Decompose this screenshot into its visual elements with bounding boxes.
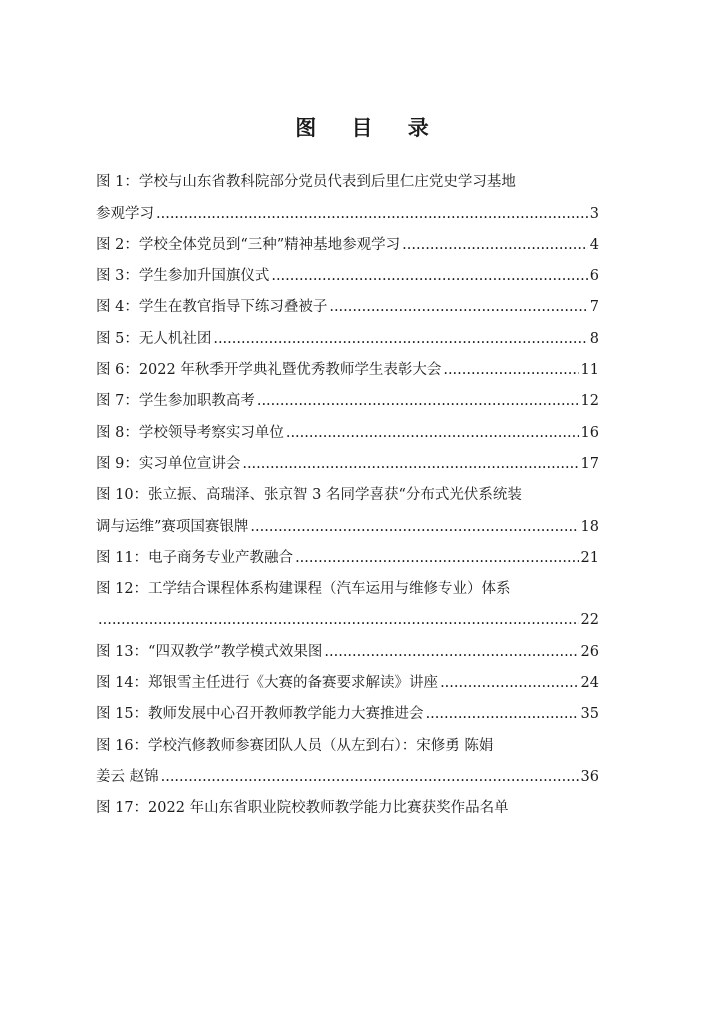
dot-leader bbox=[257, 392, 579, 410]
toc-entry-line bbox=[96, 755, 599, 786]
dot-leader bbox=[440, 674, 578, 692]
toc-page-number: 22 bbox=[580, 612, 599, 629]
toc-entry-text: 图 15：教师发展中心召开教师教学能力大赛推进会 bbox=[96, 706, 424, 723]
toc-entry-text: 图 10：张立振、高瑞泽、张京智 3 名同学喜获“分布式光伏系统装 bbox=[96, 487, 522, 504]
toc-entry-line bbox=[96, 442, 599, 473]
dot-leader bbox=[324, 643, 578, 661]
figure-index-list bbox=[96, 160, 599, 817]
toc-page-number: 3 bbox=[589, 205, 599, 222]
toc-entry-text: 图 12：工学结合课程体系构建课程（汽车运用与维修专业）体系 bbox=[96, 581, 511, 598]
toc-page-number: 6 bbox=[589, 268, 599, 285]
toc-page-number: 8 bbox=[589, 330, 599, 347]
toc-entry-text: 图 1：学校与山东省教科院部分党员代表到后里仁庄党史学习基地 bbox=[96, 174, 516, 191]
toc-page-number: 11 bbox=[580, 362, 599, 379]
toc-entry-text: 调与运维”赛项国赛银牌 bbox=[96, 518, 249, 535]
toc-entry-text: 图 3：学生参加升国旗仪式 bbox=[96, 268, 270, 285]
toc-page-number: 18 bbox=[580, 518, 599, 535]
toc-entry-line bbox=[96, 504, 599, 535]
toc-entry-line bbox=[96, 629, 599, 660]
toc-entry-text: 图 14：郑银雪主任进行《大赛的备赛要求解读》讲座 bbox=[96, 675, 439, 692]
dot-leader bbox=[329, 298, 587, 316]
toc-page-number: 12 bbox=[580, 393, 599, 410]
dot-leader bbox=[213, 330, 587, 348]
dot-leader bbox=[286, 424, 579, 442]
toc-entry-text: 图 11：电子商务专业产教融合 bbox=[96, 549, 294, 566]
toc-entry-line bbox=[96, 223, 599, 254]
dot-leader bbox=[271, 267, 587, 285]
toc-entry-line bbox=[96, 379, 599, 410]
toc-entry-line bbox=[96, 661, 599, 692]
toc-page-number: 24 bbox=[580, 675, 599, 692]
toc-page-number: 26 bbox=[580, 643, 599, 660]
toc-entry-line bbox=[96, 723, 599, 754]
toc-entry-text: 图 2：学校全体党员到“三种”精神基地参观学习 bbox=[96, 236, 401, 253]
toc-entry-line bbox=[96, 410, 599, 441]
toc-entry-text: 参观学习 bbox=[96, 205, 154, 222]
dot-leader bbox=[402, 236, 588, 254]
toc-entry-line bbox=[96, 536, 599, 567]
toc-entry-line bbox=[96, 473, 599, 504]
dot-leader bbox=[250, 518, 578, 536]
toc-page-number: 35 bbox=[580, 706, 599, 723]
toc-entry-line bbox=[96, 191, 599, 222]
dot-leader bbox=[98, 611, 579, 629]
dot-leader bbox=[242, 455, 578, 473]
toc-entry-line bbox=[96, 285, 599, 316]
toc-entry-text: 图 4：学生在教官指导下练习叠被子 bbox=[96, 299, 328, 316]
toc-entry-line bbox=[96, 692, 599, 723]
toc-entry-text: 图 7：学生参加职教高考 bbox=[96, 393, 255, 410]
toc-entry-text: 图 16：学校汽修教师参赛团队人员（从左到右）：宋修勇 陈娟 bbox=[96, 737, 494, 754]
dot-leader bbox=[426, 705, 579, 723]
toc-entry-text: 图 5：无人机社团 bbox=[96, 330, 212, 347]
toc-entry-line bbox=[96, 598, 599, 629]
dot-leader bbox=[295, 549, 578, 567]
toc-entry-line bbox=[96, 786, 599, 817]
toc-page-number: 16 bbox=[580, 424, 599, 441]
dot-leader bbox=[443, 361, 578, 379]
page-title: 图 目 录 bbox=[295, 116, 443, 140]
toc-entry-line bbox=[96, 348, 599, 379]
toc-entry-text: 图 17：2022 年山东省职业院校教师教学能力比赛获奖作品名单 bbox=[96, 800, 509, 817]
toc-entry-text: 图 9：实习单位宣讲会 bbox=[96, 455, 241, 472]
toc-page-number: 21 bbox=[580, 549, 599, 566]
dot-leader bbox=[161, 768, 579, 786]
toc-entry-text: 图 8：学校领导考察实习单位 bbox=[96, 424, 284, 441]
toc-page-number: 7 bbox=[589, 299, 599, 316]
dot-leader bbox=[156, 205, 588, 223]
toc-page-number: 4 bbox=[589, 236, 599, 253]
toc-entry-line bbox=[96, 316, 599, 347]
toc-entry-line bbox=[96, 567, 599, 598]
toc-entry-text: 图 6：2022 年秋季开学典礼暨优秀教师学生表彰大会 bbox=[96, 362, 442, 379]
toc-page-number: 36 bbox=[580, 768, 599, 785]
toc-entry-text: 姜云 赵锦 bbox=[96, 768, 159, 785]
toc-entry-line bbox=[96, 160, 599, 191]
toc-entry-text: 图 13：“四双教学”教学模式效果图 bbox=[96, 643, 323, 660]
toc-page-number: 17 bbox=[580, 455, 599, 472]
toc-entry-line bbox=[96, 254, 599, 285]
